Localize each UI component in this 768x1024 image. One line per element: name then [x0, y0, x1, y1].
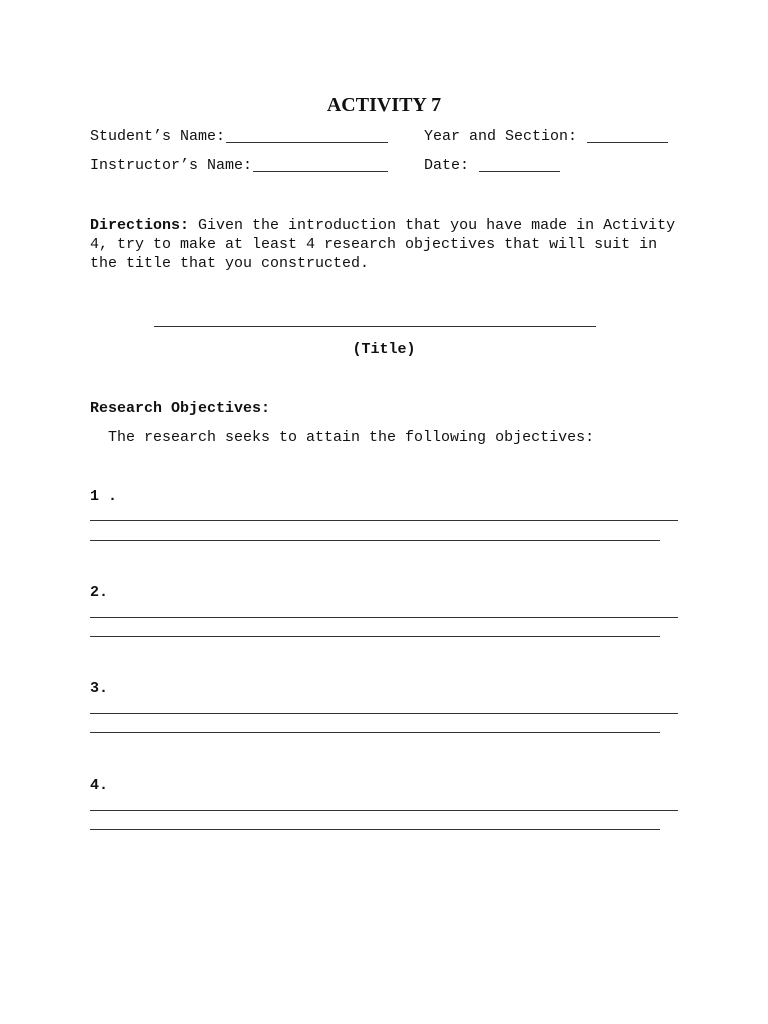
- year-section-blank[interactable]: [587, 142, 668, 143]
- objective-3-line-1[interactable]: [90, 713, 678, 714]
- objective-3-line-2[interactable]: [90, 732, 660, 733]
- page-title: ACTIVITY 7: [326, 94, 442, 116]
- objective-1-line-1[interactable]: [90, 520, 678, 521]
- title-blank[interactable]: [154, 326, 596, 327]
- date-label: Date:: [424, 157, 470, 174]
- objective-2-line-2[interactable]: [90, 636, 660, 637]
- objective-4-line-2[interactable]: [90, 829, 660, 830]
- objective-4-line-1[interactable]: [90, 810, 678, 811]
- objective-number-4: 4.: [90, 777, 109, 794]
- title-caption: (Title): [352, 341, 416, 358]
- directions-paragraph: [90, 216, 690, 273]
- date-blank[interactable]: [479, 171, 560, 172]
- objective-number-1: 1 .: [90, 488, 118, 505]
- objective-number-3: 3.: [90, 680, 109, 697]
- objectives-heading: Research Objectives:: [90, 400, 271, 417]
- year-section-label: Year and Section:: [424, 128, 578, 145]
- instructor-name-label: Instructor’s Name:: [90, 157, 253, 174]
- objective-1-line-2[interactable]: [90, 540, 660, 541]
- student-name-blank[interactable]: [226, 142, 388, 143]
- objectives-intro: The research seeks to attain the following objectives:: [108, 429, 595, 446]
- objective-2-line-1[interactable]: [90, 617, 678, 618]
- student-name-label: Student’s Name:: [90, 128, 226, 145]
- directions-text: Given the introduction that you have made in Activity 4, try to make at least 4 research objectives that will suit in the title that you constructed.: [90, 217, 676, 272]
- instructor-name-blank[interactable]: [253, 171, 388, 172]
- objective-number-2: 2.: [90, 584, 109, 601]
- directions-label: Directions:: [90, 217, 190, 234]
